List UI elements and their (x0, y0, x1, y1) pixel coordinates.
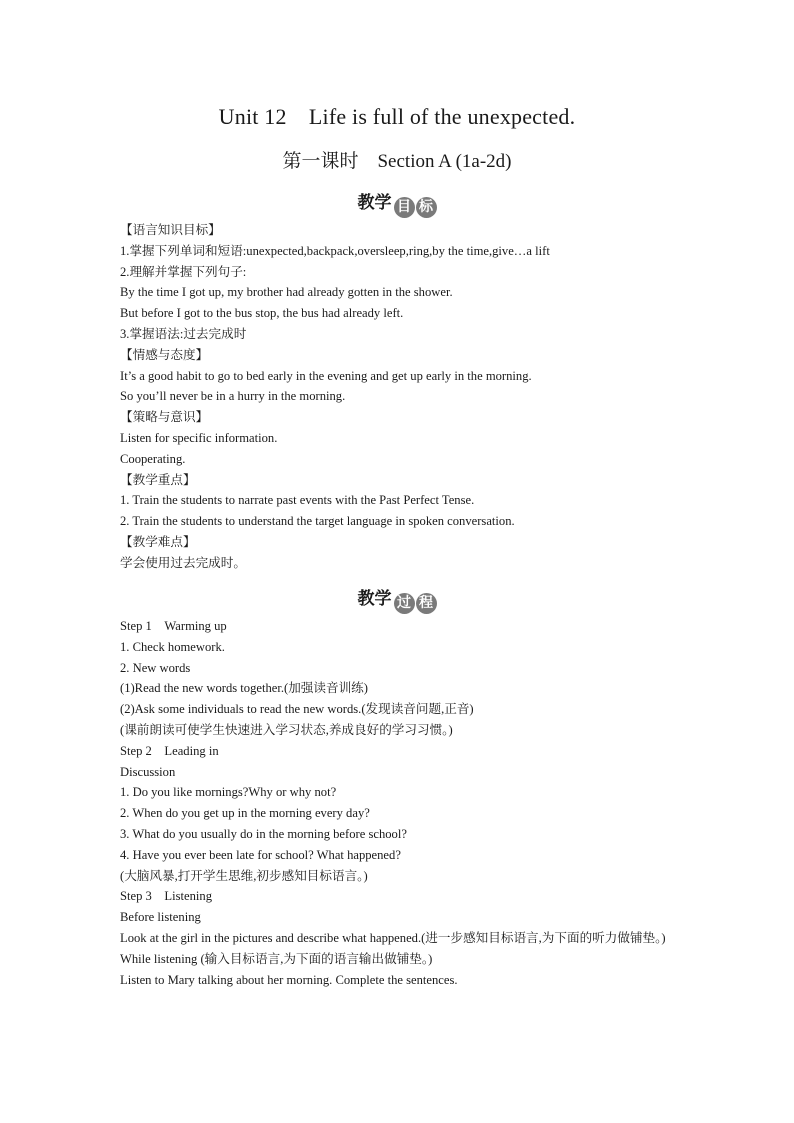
process-line: (2)Ask some individuals to read the new words.(发现读音问题,正音) (120, 702, 474, 717)
process-line: (1)Read the new words together.(加强读音训练) (120, 681, 368, 696)
process-line: 2. When do you get up in the morning every day? (120, 806, 370, 821)
lesson-subtitle: 第一课时 Section A (1a-2d) (282, 151, 512, 172)
heading-box-char: 过 (394, 593, 415, 614)
goals-line: By the time I got up, my brother had already gotten in the shower. (120, 285, 453, 300)
goals-line: 【情感与态度】 (120, 347, 209, 362)
process-line: Step 3 Listening (120, 889, 212, 904)
process-line: 4. Have you ever been late for school? What happened? (120, 847, 401, 862)
heading-teaching-goals (0, 188, 794, 218)
process-line: While listening (输入目标语言,为下面的语言输出做铺垫。) (120, 951, 433, 966)
process-line: 1. Do you like mornings?Why or why not? (120, 785, 337, 800)
process-line: Look at the girl in the pictures and describe what happened.(进一步感知目标语言,为下面的听力做铺垫。) (120, 930, 666, 945)
goals-line: 2.理解并掌握下列句子: (120, 264, 247, 279)
goals-line: But before I got to the bus stop, the bus had already left. (120, 306, 404, 321)
goals-line: 【教学重点】 (120, 472, 196, 487)
heading-box-char: 程 (416, 593, 437, 614)
heading-prefix: 教学 (357, 589, 392, 609)
process-line: Before listening (120, 910, 201, 925)
goals-section (120, 220, 680, 574)
goals-line: So you’ll never be in a hurry in the morning. (120, 389, 346, 404)
process-line: (大脑风暴,打开学生思维,初步感知目标语言。) (120, 868, 368, 883)
goals-line: 【语言知识目标】 (120, 223, 221, 237)
process-line: Step 2 Leading in (120, 743, 219, 758)
heading-prefix: 教学 (357, 193, 392, 213)
heading-box-char: 标 (416, 197, 437, 218)
goals-line: Cooperating. (120, 451, 186, 466)
heading-teaching-process (0, 584, 794, 614)
process-line: Discussion (120, 764, 176, 779)
goals-line: Listen for specific information. (120, 430, 278, 445)
unit-title: Unit 12 Life is full of the unexpected. (218, 104, 576, 129)
goals-line: 3.掌握语法:过去完成时 (120, 326, 247, 341)
goals-line: 1.掌握下列单词和短语:unexpected,backpack,oversleep,ring,by the time,give…a lift (120, 243, 550, 258)
process-line: Listen to Mary talking about her morning. Complete the sentences. (120, 972, 458, 987)
process-line: Step 1 Warming up (120, 619, 227, 633)
process-line: 2. New words (120, 660, 191, 675)
goals-line: It’s a good habit to go to bed early in the evening and get up early in the morning. (120, 368, 532, 383)
goals-line: 【策略与意识】 (120, 410, 209, 425)
goals-line: 2. Train the students to understand the target language in spoken conversation. (120, 514, 515, 529)
process-section (120, 616, 680, 990)
process-line: 1. Check homework. (120, 639, 225, 654)
goals-line: 1. Train the students to narrate past events with the Past Perfect Tense. (120, 493, 475, 508)
goals-line: 学会使用过去完成时。 (120, 555, 246, 570)
heading-box-char: 目 (394, 197, 415, 218)
goals-line: 【教学难点】 (120, 534, 196, 549)
process-line: (课前朗读可使学生快速进入学习状态,养成良好的学习习惯。) (120, 722, 453, 737)
process-line: 3. What do you usually do in the morning before school? (120, 826, 407, 841)
